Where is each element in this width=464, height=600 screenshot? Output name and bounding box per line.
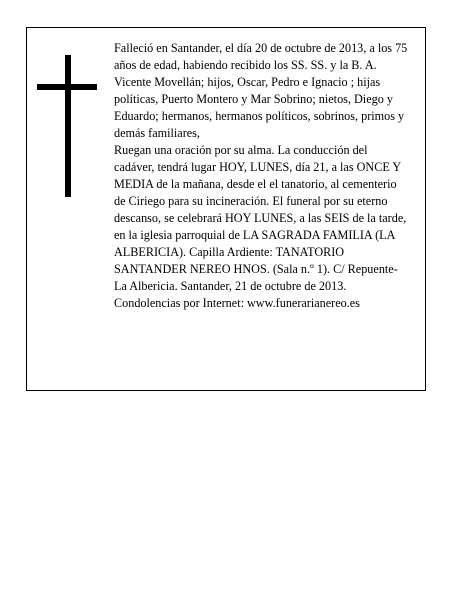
cross-vertical-bar: [65, 55, 71, 197]
family-list: Vicente Movellán; hijos, Oscar, Pedro e Ignacio ; hijas políticas, Puerto Montero y Mar Sobrino; nietos, Diego y Eduardo; hermanos, hermanos políticos, sobrinos, primos y demás familiares,: [114, 75, 405, 140]
death-announcement: Falleció en Santander, el día 20 de octubre de 2013, a los 75 años de edad, habiendo recibido los SS. SS. y la B. A.: [114, 41, 408, 72]
obituary-notice: [26, 27, 426, 391]
obituary-text: [114, 40, 410, 312]
service-details: Ruegan una oración por su alma. La conducción del cadáver, tendrá lugar HOY, LUNES, día 21, a las ONCE Y MEDIA de la mañana, desde el el tanatorio, al cementerio de Ciriego para su incineración. El funeral por su eterno descanso, se celebrará HOY LUNES, a las SEIS de la tarde, en la iglesia parroquial de LA SAGRADA FAMILIA (LA ALBERICIA). Capilla Ardiente: TANATORIO SANTANDER NEREO HNOS. (Sala n.º 1). C/ Repuente-La Albericia. Santander, 21 de octubre de 2013. Condolencias por Internet: www.funerarianereo.es: [114, 143, 407, 310]
cross-horizontal-bar: [37, 84, 97, 90]
